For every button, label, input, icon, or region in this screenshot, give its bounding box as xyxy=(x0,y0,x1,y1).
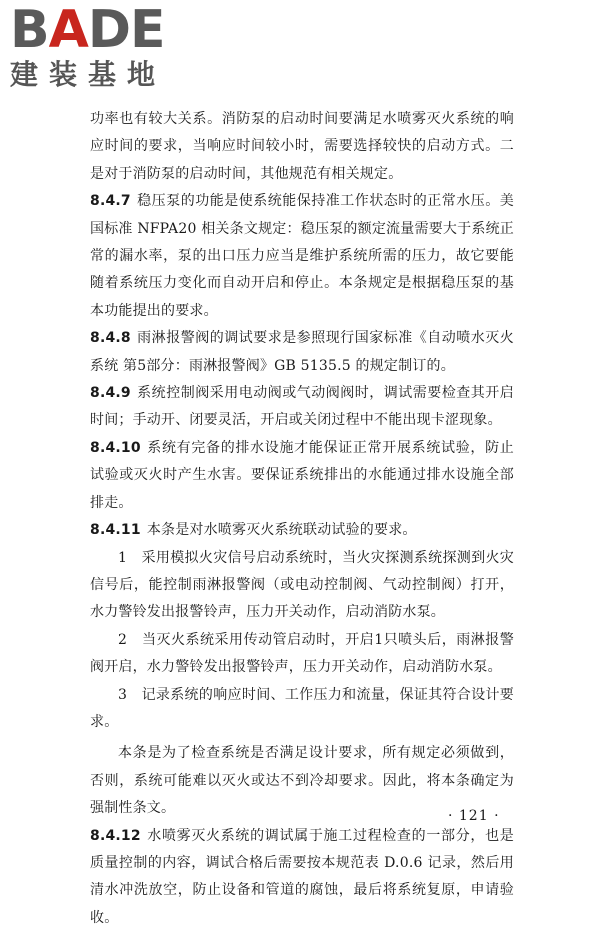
logo-letters-de: DE xyxy=(87,0,165,60)
clause-8-4-11 xyxy=(90,517,514,544)
clause-number: 8.4.12 xyxy=(90,827,141,844)
clause-8-4-12 xyxy=(90,823,514,932)
clause-number: 8.4.8 xyxy=(90,330,131,347)
list-item-1: 1 采用模拟火灾信号启动系统时，当火灾探测系统探测到火灾信号后，能控制雨淋报警阀（或电动控制阀、气动控制阀）打开，水力警铃发出报警铃声，压力开关动作，启动消防水泵。 xyxy=(90,549,514,621)
clause-number: 8.4.10 xyxy=(90,439,141,456)
clause-text: 系统有完备的排水设施才能保证正常开展系统试验，防止试验或灭火时产生水害。要保证系统排出的水能通过排水设施全部排走。 xyxy=(90,439,514,511)
list-item-3: 3 记录系统的响应时间、工作压力和流量，保证其符合设计要求。 xyxy=(90,686,514,730)
logo-subtitle: 建装基地 xyxy=(10,58,167,91)
brand-logo xyxy=(10,0,180,92)
clause-text: 系统控制阀采用电动阀或气动阀阀时，调试需要检查其开启时间；手动开、闭要灵活，开启或关闭过程中不能出现卡涩现象。 xyxy=(90,385,514,429)
clause-8-4-9 xyxy=(90,380,514,435)
clause-8-4-8 xyxy=(90,325,514,380)
clause-text: 雨淋报警阀的调试要求是参照现行国家标准《自动喷水灭火系统 第5部分：雨淋报警阀》GB 5135.5 的规定制订的。 xyxy=(90,330,514,374)
logo-wordmark xyxy=(10,0,180,60)
clause-text: 本条是对水喷雾灭火系统联动试验的要求。 xyxy=(146,522,417,539)
clause-number: 8.4.7 xyxy=(90,193,131,210)
clause-8-4-7 xyxy=(90,188,514,325)
logo-letter-a: A xyxy=(48,0,88,60)
clause-number: 8.4.11 xyxy=(90,522,141,539)
clause-8-4-10 xyxy=(90,435,514,517)
list-item-2: 2 当灭火系统采用传动管启动时，开启1只喷头后，雨淋报警阀开启，水力警铃发出报警铃声，压力开关动作，启动消防水泵。 xyxy=(90,631,514,676)
clause-number: 8.4.9 xyxy=(90,385,131,402)
explanatory-paragraph: 本条是为了检查系统是否满足设计要求，所有规定必须做到，否则，系统可能难以灭火或达不到冷却要求。因此，将本条确定为强制性条文。 xyxy=(90,745,514,817)
clause-text: 稳压泵的功能是使系统能保持准工作状态时的正常水压。美国标准 NFPA20 相关条文规定：稳压泵的额定流量需要大于系统正常的漏水率，泵的出口压力应当是维护系统所需的压力，故它要能随着系统压力变化而自动开启和停止。本条规定是根据稳压泵的基本功能提出的要求。 xyxy=(90,193,514,319)
clause-text: 水喷雾灭火系统的调试属于施工过程检查的一部分，也是质量控制的内容，调试合格后需要按本规范表 D.0.6 记录，然后用清水冲洗放空，防止设备和管道的腐蚀，最后将系统复原，申请验收。 xyxy=(90,827,514,926)
paragraph-continued: 功率也有较大关系。消防泵的启动时间要满足水喷雾灭火系统的响应时间的要求，当响应时间较小时，需要选择较快的启动方式。二是对于消防泵的启动时间，其他规范有相关规定。 xyxy=(90,111,514,182)
page-number: · 121 · xyxy=(448,808,500,824)
logo-letter-b: B xyxy=(10,0,49,60)
